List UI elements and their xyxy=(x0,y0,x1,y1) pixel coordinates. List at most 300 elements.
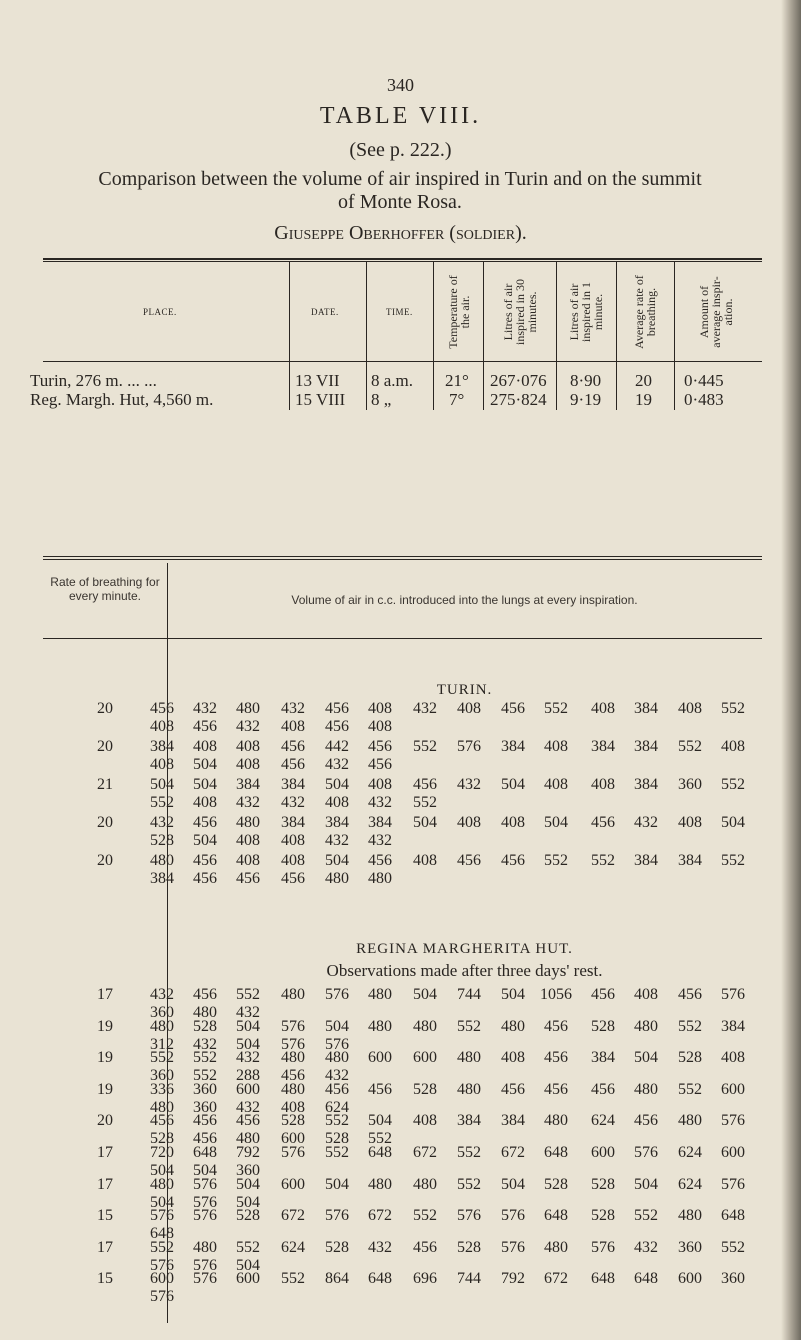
col-divider xyxy=(616,262,617,410)
subject-name: Giuseppe Oberhoffer (soldier). xyxy=(274,222,527,244)
volume-value: 456 xyxy=(193,814,217,831)
volume-value: 528 xyxy=(325,1238,349,1256)
volume-value: 432 xyxy=(236,1098,260,1116)
volume-value: 504 xyxy=(634,1175,658,1193)
volume-value: 456 xyxy=(193,1112,217,1130)
volume-value: 528 xyxy=(325,1130,349,1148)
volume-value: 456 xyxy=(501,1080,525,1098)
volume-value: 432 xyxy=(281,700,305,717)
volume-value: 360 xyxy=(236,1162,260,1179)
volume-value: 480 xyxy=(281,986,305,1003)
volume-value: 456 xyxy=(544,1017,568,1035)
volume-value: 504 xyxy=(501,986,525,1003)
volume-value: 504 xyxy=(193,1162,217,1179)
volume-value: 432 xyxy=(236,794,260,811)
table-title: TABLE VIII. xyxy=(319,103,482,129)
row1-date: 13 VII xyxy=(295,371,340,390)
row2-litres30: 275·824 xyxy=(490,390,547,409)
volume-value: 600 xyxy=(368,1049,392,1067)
volume-value: 552 xyxy=(544,852,568,869)
volume-value: 408 xyxy=(457,814,481,831)
row1-litres1: 8·90 xyxy=(570,371,602,390)
volume-value: 384 xyxy=(281,814,305,831)
volume-value: 696 xyxy=(413,1270,437,1288)
volume-value: 408 xyxy=(236,756,260,773)
row1-litres30: 267·076 xyxy=(490,371,547,390)
volume-value: 504 xyxy=(193,756,217,773)
volume-value: 432 xyxy=(325,832,349,849)
volume-value: 600 xyxy=(236,1080,260,1098)
volume-value: 432 xyxy=(413,700,437,717)
header-rate: Rate of breathing for every minute. xyxy=(50,575,160,603)
volume-value: 552 xyxy=(193,1067,217,1085)
volume-value: 480 xyxy=(457,1049,481,1067)
volume-value: 744 xyxy=(457,1270,481,1288)
volume-value: 552 xyxy=(721,1238,745,1256)
volume-value: 504 xyxy=(325,1175,349,1193)
col-divider xyxy=(289,262,290,410)
breathing-rate: 20 xyxy=(97,814,113,831)
volume-value: 456 xyxy=(544,1049,568,1067)
volume-value: 456 xyxy=(413,776,437,793)
volume-value: 408 xyxy=(634,986,658,1003)
volume-value: 576 xyxy=(193,1270,217,1288)
volume-value: 576 xyxy=(721,986,745,1003)
header-rule xyxy=(43,361,762,362)
volume-value: 456 xyxy=(368,1080,392,1098)
volume-value: 456 xyxy=(501,700,525,717)
volume-value: 408 xyxy=(368,718,392,735)
volume-value: 528 xyxy=(544,1175,568,1193)
volume-value: 624 xyxy=(281,1238,305,1256)
volume-value: 432 xyxy=(236,718,260,735)
volume-value: 432 xyxy=(150,814,174,831)
header-volume: Volume of air in c.c. introduced into the lungs at every inspiration. xyxy=(291,593,638,607)
volume-value: 432 xyxy=(325,756,349,773)
volume-value: 384 xyxy=(325,814,349,831)
volume-value: 480 xyxy=(150,1175,174,1193)
header-litres-1: Litres of air inspired in 1 minute. xyxy=(567,282,605,342)
volume-value: 384 xyxy=(634,776,658,793)
volume-value: 600 xyxy=(678,1270,702,1288)
volume-value: 504 xyxy=(236,1193,260,1211)
header-place: PLACE. xyxy=(143,307,177,317)
volume-value: 504 xyxy=(413,814,437,831)
volume-value: 504 xyxy=(236,1017,260,1035)
volume-value: 576 xyxy=(501,1207,525,1225)
volume-value: 360 xyxy=(150,1067,174,1085)
row2-rate: 19 xyxy=(635,390,652,409)
volume-value: 408 xyxy=(368,700,392,717)
breathing-rate: 17 xyxy=(97,1144,113,1161)
row1-temp: 21° xyxy=(445,371,469,390)
volume-value: 624 xyxy=(591,1112,615,1130)
volume-value: 552 xyxy=(457,1017,481,1035)
volume-value: 480 xyxy=(281,1080,305,1098)
breathing-rate: 15 xyxy=(97,1207,113,1225)
volume-value: 576 xyxy=(281,1035,305,1053)
breathing-rate: 20 xyxy=(97,700,113,717)
section-turin: TURIN. xyxy=(436,682,493,698)
volume-value: 312 xyxy=(150,1035,174,1053)
breathing-rate: 17 xyxy=(97,1238,113,1256)
volume-value: 384 xyxy=(150,870,174,887)
volume-value: 504 xyxy=(193,776,217,793)
volume-value: 552 xyxy=(193,1049,217,1067)
breathing-rate: 20 xyxy=(97,1112,113,1130)
volume-value: 744 xyxy=(457,986,481,1003)
section-hut-note: Observations made after three days' rest. xyxy=(326,961,603,980)
volume-value: 408 xyxy=(721,738,745,755)
col-divider xyxy=(366,262,367,410)
volume-value: 384 xyxy=(368,814,392,831)
breathing-rate: 19 xyxy=(97,1017,113,1035)
breathing-rate: 20 xyxy=(97,738,113,755)
volume-value: 456 xyxy=(457,852,481,869)
volume-value: 408 xyxy=(501,814,525,831)
volume-value: 552 xyxy=(325,1112,349,1130)
volume-value: 600 xyxy=(236,1270,260,1288)
volume-value: 504 xyxy=(325,776,349,793)
header-average-rate: Average rate of breathing. xyxy=(632,275,658,349)
volume-value: 552 xyxy=(678,1080,702,1098)
volume-value: 528 xyxy=(457,1238,481,1256)
volume-value: 408 xyxy=(413,852,437,869)
volume-value: 456 xyxy=(193,1130,217,1148)
volume-value: 432 xyxy=(457,776,481,793)
volume-value: 384 xyxy=(236,776,260,793)
caption-line-1: Comparison between the volume of air inspired in Turin and on the summit xyxy=(98,168,702,190)
volume-value: 576 xyxy=(325,1207,349,1225)
volume-value: 576 xyxy=(281,1144,305,1161)
volume-value: 432 xyxy=(368,832,392,849)
volume-value: 600 xyxy=(413,1049,437,1067)
volume-value: 528 xyxy=(591,1017,615,1035)
volume-value: 384 xyxy=(721,1017,745,1035)
volume-value: 360 xyxy=(150,1004,174,1021)
volume-value: 480 xyxy=(457,1080,481,1098)
volume-value: 456 xyxy=(591,814,615,831)
volume-value: 408 xyxy=(678,700,702,717)
volume-value: 648 xyxy=(368,1144,392,1161)
page-reference: (See p. 222.) xyxy=(349,139,452,161)
row2-litres1: 9·19 xyxy=(570,390,602,409)
volume-value: 792 xyxy=(501,1270,525,1288)
volume-value: 360 xyxy=(678,776,702,793)
volume-value: 408 xyxy=(457,700,481,717)
volume-value: 408 xyxy=(501,1049,525,1067)
top-rule xyxy=(43,258,762,260)
volume-value: 600 xyxy=(150,1270,174,1288)
volume-value: 552 xyxy=(236,986,260,1003)
volume-value: 576 xyxy=(325,986,349,1003)
breathing-rate: 19 xyxy=(97,1080,113,1098)
volume-value: 576 xyxy=(281,1017,305,1035)
volume-value: 456 xyxy=(368,852,392,869)
volume-value: 504 xyxy=(236,1175,260,1193)
volume-value: 360 xyxy=(678,1238,702,1256)
volume-value: 528 xyxy=(413,1080,437,1098)
volume-value: 384 xyxy=(150,738,174,755)
breathing-rate: 20 xyxy=(97,852,113,869)
volume-value: 576 xyxy=(457,1207,481,1225)
volume-value: 552 xyxy=(368,1130,392,1148)
volume-value: 480 xyxy=(281,1049,305,1067)
header-rule xyxy=(43,638,762,639)
volume-value: 480 xyxy=(150,1017,174,1035)
volume-value: 456 xyxy=(325,700,349,717)
volume-value: 528 xyxy=(678,1049,702,1067)
volume-value: 408 xyxy=(236,832,260,849)
volume-value: 432 xyxy=(634,814,658,831)
volume-value: 672 xyxy=(501,1144,525,1161)
volume-value: 624 xyxy=(678,1144,702,1161)
volume-value: 552 xyxy=(634,1207,658,1225)
volume-value: 576 xyxy=(150,1256,174,1274)
volume-value: 456 xyxy=(236,870,260,887)
volume-value: 504 xyxy=(236,1256,260,1274)
breathing-rate: 21 xyxy=(97,776,113,793)
volume-value: 408 xyxy=(281,832,305,849)
volume-value: 480 xyxy=(544,1238,568,1256)
volume-value: 528 xyxy=(150,1130,174,1148)
volume-value: 504 xyxy=(544,814,568,831)
volume-value: 480 xyxy=(236,814,260,831)
volume-value: 504 xyxy=(325,852,349,869)
volume-value: 504 xyxy=(150,776,174,793)
volume-value: 408 xyxy=(544,776,568,793)
volume-value: 480 xyxy=(678,1112,702,1130)
page-edge xyxy=(781,0,801,1340)
row2-place: Reg. Margh. Hut, 4,560 m. xyxy=(30,390,214,409)
section-hut: REGINA MARGHERITA HUT. xyxy=(356,941,573,957)
volume-value: 384 xyxy=(501,738,525,755)
volume-value: 672 xyxy=(413,1144,437,1161)
volume-value: 408 xyxy=(281,718,305,735)
volume-value: 456 xyxy=(281,756,305,773)
volume-value: 456 xyxy=(281,738,305,755)
row1-amount: 0·445 xyxy=(684,371,724,390)
volume-value: 408 xyxy=(544,738,568,755)
volume-value: 442 xyxy=(325,738,349,755)
volume-value: 384 xyxy=(281,776,305,793)
top-rule-thin xyxy=(43,261,762,262)
volume-value: 672 xyxy=(281,1207,305,1225)
volume-value: 432 xyxy=(236,1004,260,1021)
volume-value: 456 xyxy=(368,738,392,755)
volume-value: 648 xyxy=(544,1144,568,1161)
volume-value: 624 xyxy=(678,1175,702,1193)
volume-value: 456 xyxy=(678,986,702,1003)
volume-value: 576 xyxy=(193,1256,217,1274)
volume-value: 504 xyxy=(325,1017,349,1035)
volume-value: 384 xyxy=(634,700,658,717)
volume-value: 720 xyxy=(150,1144,174,1161)
volume-value: 576 xyxy=(591,1238,615,1256)
page-number: 340 xyxy=(387,75,414,95)
volume-value: 480 xyxy=(236,1130,260,1148)
volume-value: 648 xyxy=(368,1270,392,1288)
volume-value: 456 xyxy=(591,1080,615,1098)
volume-value: 864 xyxy=(325,1270,349,1288)
header-amount: Amount of average inspir-ation. xyxy=(697,276,735,348)
volume-value: 552 xyxy=(678,738,702,755)
row2-time: 8 „ xyxy=(371,390,392,409)
volume-value: 552 xyxy=(325,1144,349,1161)
volume-value: 552 xyxy=(413,738,437,755)
breathing-rate: 17 xyxy=(97,986,113,1003)
volume-value: 648 xyxy=(193,1144,217,1161)
volume-value: 504 xyxy=(501,1175,525,1193)
volume-value: 384 xyxy=(591,738,615,755)
volume-value: 456 xyxy=(193,852,217,869)
volume-value: 456 xyxy=(150,700,174,717)
row2-temp: 7° xyxy=(449,390,465,409)
volume-value: 672 xyxy=(544,1270,568,1288)
volume-value: 456 xyxy=(591,986,615,1003)
volume-value: 456 xyxy=(634,1112,658,1130)
volume-value: 480 xyxy=(325,870,349,887)
volume-value: 408 xyxy=(236,852,260,869)
volume-value: 648 xyxy=(544,1207,568,1225)
volume-value: 552 xyxy=(721,776,745,793)
volume-value: 408 xyxy=(678,814,702,831)
volume-value: 408 xyxy=(368,776,392,793)
volume-value: 648 xyxy=(591,1270,615,1288)
header-time: TIME. xyxy=(386,307,413,317)
col-divider xyxy=(674,262,675,410)
volume-value: 576 xyxy=(721,1112,745,1130)
volume-value: 408 xyxy=(236,738,260,755)
volume-value: 480 xyxy=(413,1017,437,1035)
separator-rule xyxy=(43,556,762,557)
separator-rule xyxy=(43,559,762,560)
volume-value: 432 xyxy=(281,794,305,811)
volume-value: 384 xyxy=(501,1112,525,1130)
volume-value: 552 xyxy=(457,1144,481,1161)
volume-value: 408 xyxy=(193,794,217,811)
volume-value: 456 xyxy=(281,1067,305,1085)
volume-value: 432 xyxy=(150,986,174,1003)
volume-value: 552 xyxy=(150,1049,174,1067)
volume-value: 576 xyxy=(193,1207,217,1225)
breathing-rate: 17 xyxy=(97,1175,113,1193)
volume-value: 432 xyxy=(236,1049,260,1067)
volume-value: 456 xyxy=(413,1238,437,1256)
volume-value: 408 xyxy=(193,738,217,755)
volume-value: 552 xyxy=(281,1270,305,1288)
volume-value: 480 xyxy=(193,1238,217,1256)
volume-value: 576 xyxy=(193,1175,217,1193)
summary-table xyxy=(30,258,762,413)
volume-value: 528 xyxy=(591,1175,615,1193)
volume-value: 792 xyxy=(236,1144,260,1161)
volume-value: 480 xyxy=(544,1112,568,1130)
volume-value: 360 xyxy=(193,1098,217,1116)
volume-value: 600 xyxy=(281,1175,305,1193)
volume-value: 480 xyxy=(501,1017,525,1035)
volume-value: 576 xyxy=(721,1175,745,1193)
volume-value: 528 xyxy=(236,1207,260,1225)
comparison-caption xyxy=(40,168,760,214)
volume-value: 288 xyxy=(236,1067,260,1085)
volume-value: 552 xyxy=(678,1017,702,1035)
volume-value: 576 xyxy=(501,1238,525,1256)
volume-value: 480 xyxy=(193,1004,217,1021)
volume-value: 576 xyxy=(634,1144,658,1161)
row1-place: Turin, 276 m. ... ... xyxy=(30,371,157,390)
breathing-rate: 15 xyxy=(97,1270,113,1288)
volume-value: 384 xyxy=(457,1112,481,1130)
volume-value: 600 xyxy=(591,1144,615,1161)
row2-amount: 0·483 xyxy=(684,390,724,409)
volume-value: 600 xyxy=(281,1130,305,1148)
volume-value: 456 xyxy=(501,852,525,869)
volume-value: 480 xyxy=(236,700,260,717)
volume-value: 480 xyxy=(325,1049,349,1067)
volume-value: 384 xyxy=(591,1049,615,1067)
volume-value: 504 xyxy=(150,1193,174,1211)
volume-value: 648 xyxy=(721,1207,745,1225)
volume-value: 480 xyxy=(634,1080,658,1098)
volume-value: 648 xyxy=(634,1270,658,1288)
volume-value: 408 xyxy=(325,794,349,811)
volume-value: 552 xyxy=(721,852,745,869)
volume-value: 432 xyxy=(368,794,392,811)
volume-value: 336 xyxy=(150,1080,174,1098)
volume-value: 576 xyxy=(325,1035,349,1053)
volume-value: 456 xyxy=(150,1112,174,1130)
volume-value: 600 xyxy=(721,1144,745,1161)
volume-value: 408 xyxy=(281,852,305,869)
volume-value: 576 xyxy=(193,1193,217,1211)
volume-value: 408 xyxy=(413,1112,437,1130)
volume-value: 456 xyxy=(368,756,392,773)
volume-value: 576 xyxy=(457,738,481,755)
volume-value: 600 xyxy=(721,1080,745,1098)
volume-value: 456 xyxy=(236,1112,260,1130)
volume-value: 480 xyxy=(634,1017,658,1035)
volume-value: 456 xyxy=(544,1080,568,1098)
volume-value: 552 xyxy=(721,700,745,717)
volume-value: 504 xyxy=(634,1049,658,1067)
volume-value: 552 xyxy=(457,1175,481,1193)
volume-value: 384 xyxy=(634,738,658,755)
volume-value: 456 xyxy=(325,718,349,735)
breathing-rate: 19 xyxy=(97,1049,113,1067)
row1-rate: 20 xyxy=(635,371,652,390)
header-date: DATE. xyxy=(311,307,339,317)
volume-value: 504 xyxy=(501,776,525,793)
volume-value: 624 xyxy=(325,1098,349,1116)
volume-value: 456 xyxy=(193,986,217,1003)
volume-value: 528 xyxy=(150,832,174,849)
row2-date: 15 VIII xyxy=(295,390,346,409)
volume-value: 384 xyxy=(634,852,658,869)
volume-value: 504 xyxy=(413,986,437,1003)
volume-value: 408 xyxy=(591,776,615,793)
row1-time: 8 a.m. xyxy=(371,371,414,390)
volume-value: 552 xyxy=(150,1238,174,1256)
volume-value: 432 xyxy=(368,1238,392,1256)
volume-value: 480 xyxy=(368,1017,392,1035)
header-litres-30: Litres of air inspired in 30 minutes. xyxy=(501,279,539,345)
volume-value: 408 xyxy=(721,1049,745,1067)
volume-value: 408 xyxy=(591,700,615,717)
volume-value: 456 xyxy=(193,870,217,887)
volume-value: 504 xyxy=(368,1112,392,1130)
volume-value: 456 xyxy=(281,870,305,887)
